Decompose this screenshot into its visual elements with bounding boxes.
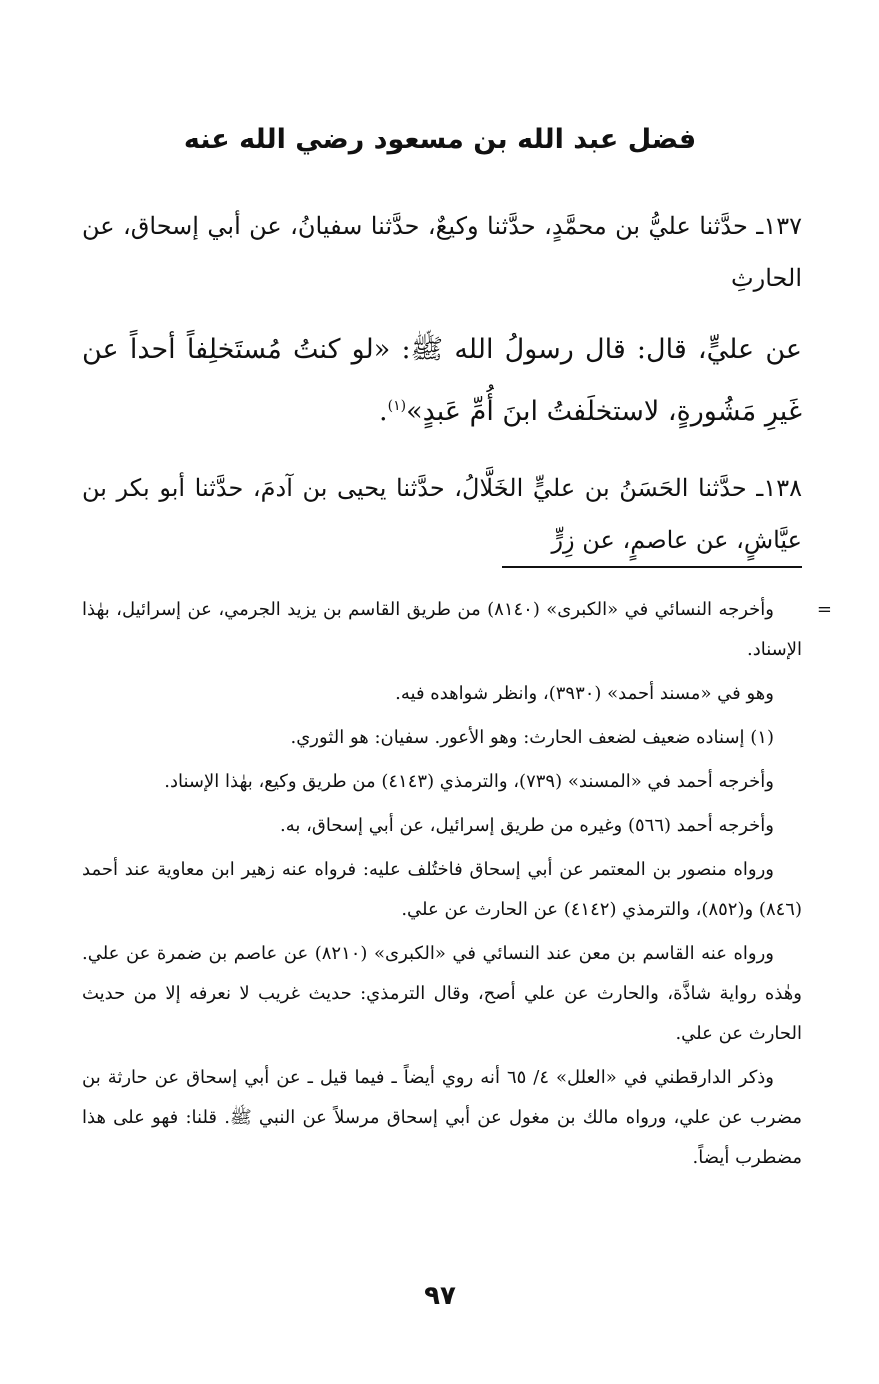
hadith-137-isnad: ١٣٧ـ حدَّثنا عليُّ بن محمَّدٍ، حدَّثنا وكيعٌ، حدَّثنا سفيانُ، عن أبي إسحاق، عن الحارثِ xyxy=(82,212,802,292)
footnote-marker-1: (١) xyxy=(387,398,407,414)
footnote-separator xyxy=(502,566,802,568)
page-number: ٩٧ xyxy=(424,1281,456,1311)
hadith-137-matn: عن عليٍّ، قال: قال رسولُ الله ﷺ: «لو كنتُ مُستَخلِفاً أحداً عن غَيرِ مَشُورةٍ، لاستخلَفتُ ابنَ أُمِّ عَبدٍ»$^{(١)}$. xyxy=(82,334,802,427)
footnotes xyxy=(82,590,832,1182)
footnote-paragraph: (١) إسناده ضعيف لضعف الحارث: وهو الأعور. سفيان: هو الثوري. xyxy=(290,727,774,748)
footnote-paragraph: ورواه منصور بن المعتمر عن أبي إسحاق فاختُلف عليه: فرواه عنه زهير ابن معاوية عند أحمد (٨٤٦) و(٨٥٢)، والترمذي (٤١٤٢) عن الحارث عن علي. xyxy=(82,859,802,920)
footnote-paragraph: وذكر الدارقطني في «العلل» ٤/ ٦٥ أنه روي أيضاً ـ فيما قيل ـ عن أبي إسحاق عن حارثة بن مضرب عن علي، ورواه مالك بن مغول عن أبي إسحاق مرسلاً عن النبي ﷺ. قلنا: فهو على هذا مضطرب أيضاً. xyxy=(82,1067,802,1168)
footnote-paragraph: وهو في «مسند أحمد» (٣٩٣٠)، وانظر شواهده فيه. xyxy=(395,683,774,704)
hadith-138-isnad: ١٣٨ـ حدَّثنا الحَسَنُ بن عليٍّ الخَلَّالُ، حدَّثنا يحيى بن آدمَ، حدَّثنا أبو بكر بن عيَّاشٍ، عن عاصمٍ، عن زِرٍّ xyxy=(82,474,802,554)
footnote-paragraph: وأخرجه أحمد في «المسند» (٧٣٩)، والترمذي (٤١٤٣) من طريق وكيع، بهٰذا الإسناد. xyxy=(164,771,774,792)
footnote-paragraph: ورواه عنه القاسم بن معن عند النسائي في «الكبرى» (٨٢١٠) عن عاصم بن ضمرة عن علي. وهٰذه رواية شاذَّة، والحارث عن علي أصح، وقال الترمذي: حديث غريب لا نعرفه إلا من حديث الحارث عن علي. xyxy=(82,943,802,1044)
footnote-paragraph: وأخرجه أحمد (٥٦٦) وغيره من طريق إسرائيل، عن أبي إسحاق، به. xyxy=(279,815,774,836)
hadith-137-matn-text: عن عليٍّ، قال: قال رسولُ الله ﷺ: «لو كنتُ مُستَخلِفاً أحداً عن غَيرِ مَشُورةٍ، لاستخلَفتُ ابنَ أُمِّ عَبدٍ» xyxy=(82,334,802,427)
footnote-continuation-marker: = xyxy=(816,599,832,620)
section-title: فضل عبد الله بن مسعود رضي الله عنه xyxy=(183,124,697,155)
footnote-paragraph: وأخرجه النسائي في «الكبرى» (٨١٤٠) من طريق القاسم بن يزيد الجرمي، عن إسرائيل، بهٰذا الإسناد. xyxy=(82,599,802,660)
